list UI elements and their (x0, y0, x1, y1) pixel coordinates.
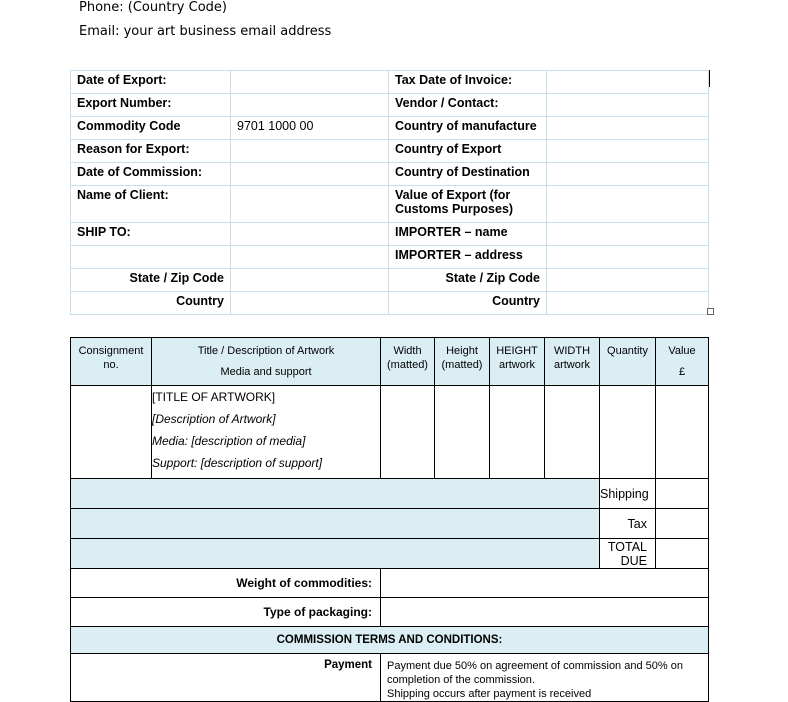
info-label-right: Tax Date of Invoice: (389, 71, 547, 94)
info-row (71, 186, 709, 223)
info-value-right[interactable] (547, 186, 709, 223)
info-row (71, 94, 709, 117)
info-row (71, 140, 709, 163)
info-label-left: SHIP TO: (71, 223, 231, 246)
packaging-row (71, 598, 709, 627)
info-value-right[interactable] (547, 140, 709, 163)
info-value-right[interactable] (547, 71, 709, 94)
height-cell[interactable] (435, 386, 490, 479)
info-value-right[interactable] (547, 246, 709, 269)
email-line: Email: your art business email address (79, 24, 332, 39)
info-value-right[interactable] (547, 223, 709, 246)
info-value-left[interactable] (231, 186, 389, 223)
info-value-right[interactable] (547, 292, 709, 315)
weight-value[interactable] (381, 569, 709, 598)
quantity-cell[interactable] (600, 386, 656, 479)
info-value-left[interactable] (231, 292, 389, 315)
payment-text-line-1: Payment due 50% on agreement of commission and 50% on completion of the commission. (387, 660, 683, 686)
artwork-description: [Description of Artwork] (152, 412, 276, 426)
payment-row (71, 654, 709, 702)
shipping-value[interactable] (656, 479, 709, 509)
info-value-left[interactable] (231, 269, 389, 292)
info-label-right: Value of Export (for Customs Purposes) (389, 186, 547, 223)
payment-label: Payment (71, 654, 381, 702)
info-label-left: Export Number: (71, 94, 231, 117)
width-cell[interactable] (381, 386, 435, 479)
info-label-right: State / Zip Code (389, 269, 547, 292)
consignment-no-cell[interactable] (71, 386, 152, 479)
phone-line: Phone: (Country Code) (79, 0, 227, 15)
info-label-right: Country of Export (389, 140, 547, 163)
total-due-label: TOTAL DUE (600, 539, 656, 569)
col-height-artwork-header: HEIGHT artwork (490, 338, 545, 386)
terms-heading-row (71, 627, 709, 654)
info-value-right[interactable] (547, 94, 709, 117)
info-value-right[interactable] (547, 117, 709, 140)
info-row (71, 71, 709, 94)
info-row (71, 223, 709, 246)
weight-label: Weight of commodities: (71, 569, 381, 598)
total-row (71, 539, 709, 569)
info-label-left: Commodity Code (71, 117, 231, 140)
info-value-left[interactable] (231, 163, 389, 186)
info-row (71, 269, 709, 292)
info-label-left: Date of Export: (71, 71, 231, 94)
payment-text[interactable] (381, 654, 709, 702)
tax-value[interactable] (656, 509, 709, 539)
tax-label: Tax (600, 509, 656, 539)
info-label-right: Vendor / Contact: (389, 94, 547, 117)
info-label-right: Country (389, 292, 547, 315)
export-info-table (70, 70, 709, 315)
info-row (71, 246, 709, 269)
info-label-left: State / Zip Code (71, 269, 231, 292)
text-cursor (709, 70, 710, 87)
width-artwork-cell[interactable] (545, 386, 600, 479)
info-value-right[interactable] (547, 163, 709, 186)
packaging-value[interactable] (381, 598, 709, 627)
artwork-support: Support: [description of support] (152, 456, 323, 470)
info-row (71, 117, 709, 140)
info-label-right: Country of Destination (389, 163, 547, 186)
info-label-left (71, 246, 231, 269)
weight-row (71, 569, 709, 598)
value-cell[interactable] (656, 386, 709, 479)
info-value-right[interactable] (547, 269, 709, 292)
col-value-header: Value £ (656, 338, 709, 386)
info-value-left[interactable] (231, 94, 389, 117)
col-consignment-header: Consignment no. (71, 338, 152, 386)
consignment-header-row (71, 338, 709, 386)
info-value-left[interactable] (231, 246, 389, 269)
tax-row (71, 509, 709, 539)
info-value-left[interactable] (231, 71, 389, 94)
height-artwork-cell[interactable] (490, 386, 545, 479)
artwork-media: Media: [description of media] (152, 434, 306, 448)
col-width-artwork-header: WIDTH artwork (545, 338, 600, 386)
info-label-left: Country (71, 292, 231, 315)
info-label-left: Date of Commission: (71, 163, 231, 186)
shipping-band (71, 479, 600, 509)
info-label-left: Name of Client: (71, 186, 231, 223)
packaging-label: Type of packaging: (71, 598, 381, 627)
artwork-description-cell[interactable] (152, 386, 381, 479)
info-row (71, 163, 709, 186)
total-due-value[interactable] (656, 539, 709, 569)
info-label-right: IMPORTER – address (389, 246, 547, 269)
shipping-row (71, 479, 709, 509)
info-row (71, 292, 709, 315)
info-label-left: Reason for Export: (71, 140, 231, 163)
info-value-left[interactable]: 9701 1000 00 (231, 117, 389, 140)
info-value-left[interactable] (231, 140, 389, 163)
col-height-header: Height (matted) (435, 338, 490, 386)
col-title-header: Title / Description of Artwork Media and support (152, 338, 381, 386)
info-value-left[interactable] (231, 223, 389, 246)
total-band (71, 539, 600, 569)
table-resize-handle[interactable] (707, 308, 714, 315)
terms-heading: COMMISSION TERMS AND CONDITIONS: (71, 627, 709, 654)
info-label-right: IMPORTER – name (389, 223, 547, 246)
artwork-row (71, 386, 709, 479)
col-width-header: Width (matted) (381, 338, 435, 386)
payment-text-line-2: Shipping occurs after payment is received (387, 688, 592, 700)
artwork-title: [TITLE OF ARTWORK] (152, 390, 276, 404)
col-quantity-header: Quantity (600, 338, 656, 386)
info-label-right: Country of manufacture (389, 117, 547, 140)
shipping-label: Shipping (600, 479, 656, 509)
tax-band (71, 509, 600, 539)
consignment-table (70, 337, 709, 702)
